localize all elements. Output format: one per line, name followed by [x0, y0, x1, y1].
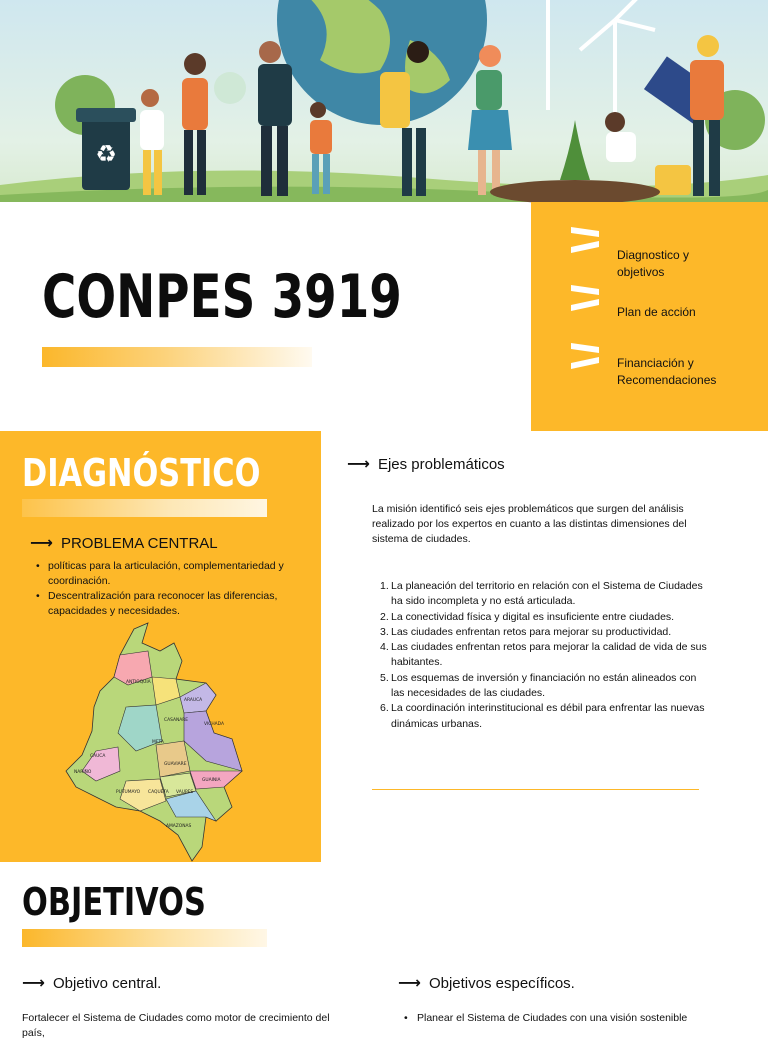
- map-label-guaviare: GUAVIARE: [164, 762, 187, 767]
- svg-text:♻: ♻: [95, 141, 117, 168]
- title-underline-bar: [42, 347, 312, 367]
- map-label-vaupes: VAUPES: [176, 790, 194, 795]
- list-item: [380, 610, 710, 625]
- list-number: 3.: [380, 625, 389, 638]
- map-label-putumayo: PUTUMAYO: [116, 790, 141, 795]
- list-item: [380, 671, 710, 702]
- menu-item-label: Plan de acción: [617, 305, 696, 319]
- list-text: La planeación del territorio en relación con el Sistema de Ciudades ha sido incompleta y no está articulada.: [391, 580, 703, 608]
- diagnostico-underline-bar: [22, 499, 267, 517]
- map-label-cauca: CAUCA: [90, 754, 106, 759]
- list-item: [380, 640, 710, 671]
- menu-item-label: Diagnostico y objetivos: [617, 248, 690, 279]
- objetivo-central-label: Objetivo central.: [52, 974, 162, 992]
- arrow-right-icon: ⟶: [30, 535, 53, 552]
- map-label-narino: NARIÑO: [74, 770, 92, 775]
- objetivos-title: OBJETIVOS: [22, 880, 206, 924]
- map-label-casanare: CASANARE: [164, 718, 189, 723]
- map-label-antioquia: ANTIOQUIA: [126, 680, 151, 685]
- environment-illustration: [0, 0, 768, 202]
- ejes-heading: [347, 454, 505, 474]
- list-item: [380, 625, 710, 640]
- objetivo-central-text: Fortalecer el Sistema de Ciudades como motor de crecimiento del país,: [22, 1012, 330, 1039]
- map-label-arauca: ARAUCA: [184, 698, 203, 703]
- objetivo-central-heading: [22, 973, 161, 993]
- ejes-list: [380, 579, 710, 732]
- colombia-map: [56, 621, 246, 861]
- double-chevron-icon: [571, 283, 605, 313]
- objetivos-especificos-heading: [398, 973, 575, 993]
- problema-list: [36, 559, 306, 619]
- divider: [372, 789, 699, 790]
- hero-illustration: [0, 0, 768, 202]
- problema-central-heading: [30, 533, 218, 553]
- objetivos-especificos-list: [404, 1011, 734, 1026]
- map-label-caqueta: CAQUETA: [148, 790, 169, 795]
- arrow-right-icon: ⟶: [22, 975, 45, 992]
- list-item: • Planear el Sistema de Ciudades con una visión sostenible: [404, 1011, 734, 1026]
- list-number: 6.: [380, 702, 389, 715]
- problema-central-label: PROBLEMA CENTRAL: [60, 534, 218, 552]
- ejes-intro: La misión identificó seis ejes problemáticos que surgen del análisis realizado por los expertos en cuanto a las distintas dimensiones del sistema de ciudades.: [372, 503, 687, 545]
- map-label-guainia: GUAINIA: [202, 778, 221, 783]
- list-item: • Descentralización para reconocer las diferencias, capacidades y necesidades.: [36, 589, 306, 619]
- objetivos-especificos-label: Objetivos específicos.: [428, 974, 575, 992]
- page-title: CONPES 3919: [42, 262, 402, 332]
- list-item: [380, 579, 710, 610]
- list-text: Los esquemas de inversión y financiación no están alineados con las necesidades de las ciudades.: [391, 671, 697, 700]
- arrow-right-icon: ⟶: [347, 456, 370, 473]
- double-chevron-icon: [571, 225, 605, 255]
- list-item: • políticas para la articulación, complementariedad y coordinación.: [36, 559, 306, 589]
- list-text: La conectividad física y digital es insuficiente entre ciudades.: [391, 610, 675, 623]
- menu-item-label: Financiación y Recomendaciones: [617, 356, 717, 387]
- list-number: 5.: [380, 671, 389, 684]
- diagnostico-title: DIAGNÓSTICO: [22, 451, 261, 495]
- list-number: 1.: [380, 580, 389, 592]
- diagnostico-panel: [0, 431, 321, 862]
- ejes-heading-label: Ejes problemáticos: [377, 455, 505, 473]
- list-text: Las ciudades enfrentan retos para mejorar la calidad de vida de sus habitantes.: [391, 641, 707, 669]
- map-label-amazonas: AMAZONAS: [166, 824, 192, 829]
- list-number: 2.: [380, 610, 389, 623]
- list-item: [380, 701, 710, 732]
- arrow-right-icon: ⟶: [398, 975, 421, 992]
- list-text: La coordinación interinstitucional es débil para enfrentar las nuevas dinámicas urbanas.: [391, 702, 705, 730]
- section-menu: [531, 202, 768, 431]
- list-number: 4.: [380, 641, 389, 654]
- map-label-meta: META: [152, 740, 164, 745]
- double-chevron-icon: [571, 341, 605, 371]
- list-text: Las ciudades enfrentan retos para mejorar su productividad.: [391, 625, 672, 638]
- map-label-vichada: VICHADA: [204, 722, 224, 727]
- objetivos-underline-bar: [22, 929, 267, 947]
